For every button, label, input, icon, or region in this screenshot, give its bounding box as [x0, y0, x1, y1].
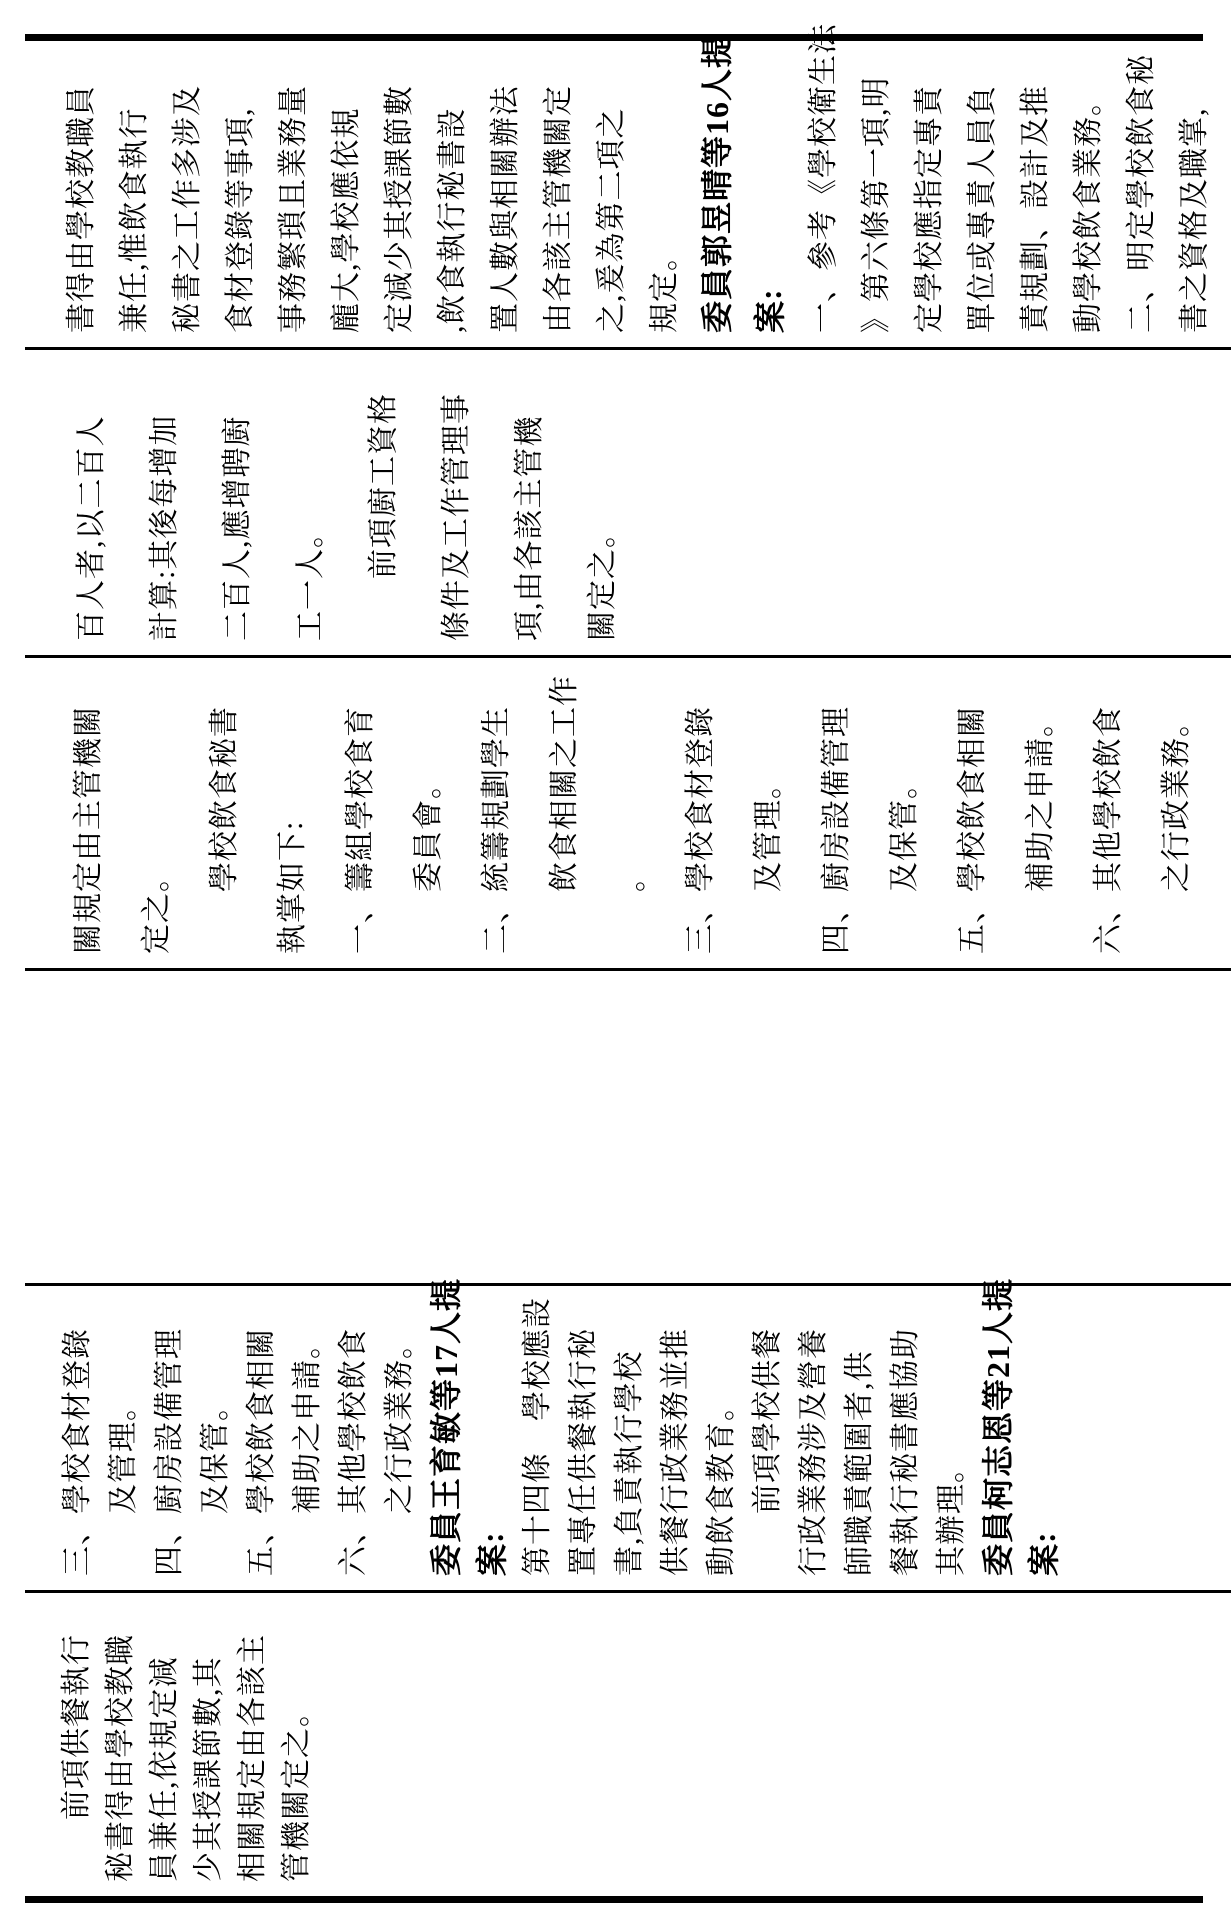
- text-line: 二、統籌規劃學生: [480, 706, 513, 954]
- text-line: 少其授課節數,其: [192, 1656, 225, 1882]
- text-line: 委員會。: [412, 768, 445, 954]
- text-line: 定之。: [140, 861, 173, 954]
- text-line: 定學校應指定專責: [913, 85, 946, 333]
- comparison-table: [25, 23, 1211, 1903]
- text-line: 責規劃、設計及推: [1019, 85, 1052, 333]
- text-line: 飲食相關之工作: [548, 675, 581, 954]
- text-line: 由各該主管機關定: [542, 85, 575, 333]
- text-line: 學校飲食秘書: [208, 706, 241, 954]
- text-line: 書之資格及職掌,: [1178, 107, 1211, 333]
- text-line: 前項供餐執行: [60, 1634, 93, 1882]
- table-column-band5: [25, 1277, 1231, 1590]
- text-line: 員兼任,依規定減: [148, 1656, 181, 1882]
- text-line: 工一人。: [294, 517, 327, 641]
- text-line: 秘書之工作多涉及: [171, 85, 204, 333]
- table-column-band1: [25, 23, 1231, 347]
- text-line: 》第六條第一項,明: [860, 76, 893, 333]
- text-line: 條件及工作管理事: [440, 393, 473, 641]
- text-line: 書得由學校教職員: [65, 85, 98, 333]
- text-line: 前項學校供餐: [751, 1328, 784, 1576]
- text-line: 動學校飲食業務。: [1072, 85, 1105, 333]
- proposal-heading-line: 委員王育敏等17人提: [428, 1277, 464, 1576]
- table-column-band4-empty: [25, 968, 1231, 1283]
- text-line: 六、其他學校飲食: [337, 1328, 370, 1576]
- text-line: 動飲食教育。: [705, 1390, 738, 1576]
- text-line: 四、廚房設備管理: [153, 1328, 186, 1576]
- text-line: 三、學校食材登錄: [684, 706, 717, 954]
- text-line: 相關規定由各該主: [236, 1634, 269, 1882]
- text-line: 六、其他學校飲食: [1092, 706, 1125, 954]
- text-line: 供餐行政業務並推: [659, 1328, 692, 1576]
- text-line: 及管理。: [107, 1390, 140, 1576]
- text-line: 置人數與相關辦法: [489, 85, 522, 333]
- text-line: 行政業務涉及營養: [797, 1328, 830, 1576]
- text-line: 關規定由主管機關: [72, 706, 105, 954]
- text-line: 之行政業務。: [383, 1328, 416, 1576]
- proposal-heading-line: 案:: [1026, 1531, 1062, 1576]
- text-line: 前項廚工資格: [367, 393, 400, 641]
- text-line: 食材登錄等事項,: [224, 107, 257, 333]
- text-line: 兼任,惟飲食執行: [118, 107, 151, 333]
- text-line: 定減少其授課節數: [383, 85, 416, 333]
- text-line: 二、明定學校飲食秘: [1125, 54, 1158, 333]
- text-line: 補助之申請。: [1024, 706, 1057, 954]
- text-line: 二百人,應增聘廚: [221, 415, 254, 641]
- text-line: 及保管。: [888, 768, 921, 954]
- text-line: 一、籌組學校食育: [344, 706, 377, 954]
- text-line: 計算:其後每增加: [148, 414, 181, 641]
- text-line: ,飲食執行秘書設: [436, 107, 469, 333]
- text-line: 單位或專責人員負: [966, 85, 999, 333]
- proposal-heading-line: 案:: [752, 288, 788, 333]
- text-line: 補助之申請。: [291, 1328, 324, 1576]
- text-line: 。: [616, 861, 649, 954]
- text-line: 置專任供餐執行秘: [567, 1328, 600, 1576]
- proposal-heading-line: 案:: [474, 1531, 510, 1576]
- text-line: 其辦理。: [935, 1452, 968, 1576]
- text-line: 師職責範圍者,供: [843, 1350, 876, 1576]
- text-line: 關定之。: [586, 517, 619, 641]
- text-line: 第十四條 學校應設: [521, 1297, 554, 1576]
- text-line: 五、學校飲食相關: [956, 706, 989, 954]
- table-column-band6: [25, 1590, 1231, 1896]
- text-line: 秘書得由學校教職: [104, 1634, 137, 1882]
- text-line: 執掌如下:: [276, 820, 309, 954]
- proposal-heading-line: 委員柯志恩等21人提: [980, 1277, 1016, 1576]
- text-line: 事務繁瑣且業務量: [277, 85, 310, 333]
- text-line: 五、學校飲食相關: [245, 1328, 278, 1576]
- text-line: 管機關定之。: [280, 1696, 313, 1882]
- text-line: 及保管。: [199, 1390, 232, 1576]
- proposal-heading-line: 委員郭昱晴等16人提: [699, 34, 735, 333]
- text-line: 三、學校食材登錄: [61, 1328, 94, 1576]
- table-column-band3: [25, 655, 1231, 968]
- text-line: 龐大,學校應依規: [330, 107, 363, 333]
- text-line: 規定。: [648, 240, 681, 333]
- text-line: 項,由各該主管機: [513, 415, 546, 641]
- text-line: 之,爰為第二項之: [595, 107, 628, 333]
- text-line: 及管理。: [752, 768, 785, 954]
- text-line: 餐執行秘書應協助: [889, 1328, 922, 1576]
- text-line: 書,負責執行學校: [613, 1350, 646, 1576]
- text-line: 四、廚房設備管理: [820, 706, 853, 954]
- text-line: 一、參考《學校衛生法: [807, 23, 840, 333]
- text-line: 之行政業務。: [1160, 706, 1193, 954]
- table-column-band2: [25, 347, 1231, 655]
- text-line: 百人者,以二百人: [75, 415, 108, 641]
